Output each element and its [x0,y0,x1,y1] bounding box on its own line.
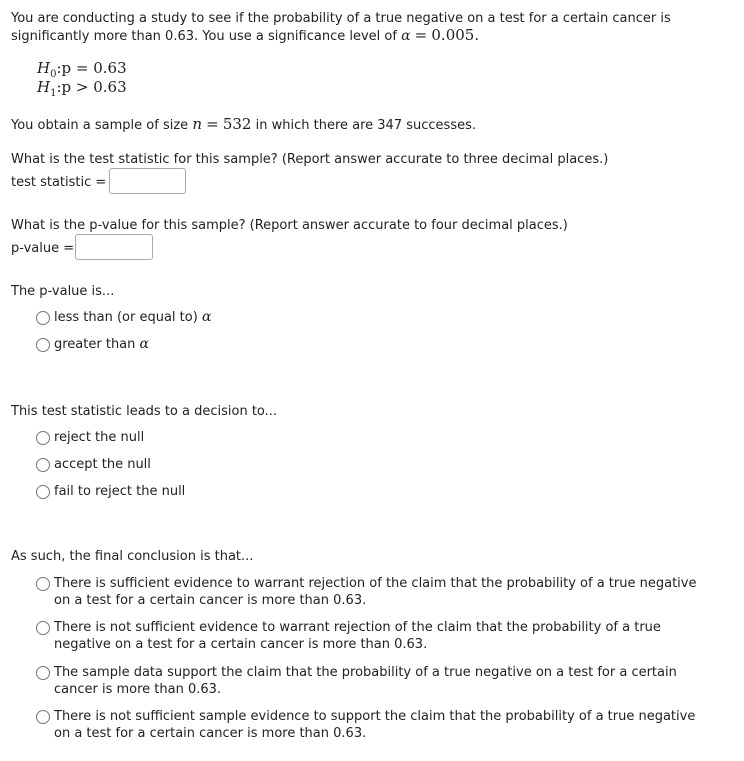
conclusion-option-4[interactable] [36,708,695,742]
intro-period: . [474,26,480,44]
option-reject-null[interactable] [36,429,144,446]
test-statistic-input[interactable] [109,168,186,194]
h0-symbol: H [37,59,51,77]
sample-info [11,116,476,134]
equals-sign: = [414,26,428,44]
option-label: greater than α [54,336,149,352]
intro-line-2 [11,27,479,45]
option-label: fail to reject the null [54,484,186,499]
h1-symbol: H [37,78,51,96]
intro-line-2-text: significantly more than 0.63. You use a significance level of [11,29,397,44]
p-value-label: p-value = [11,241,75,256]
n-value: 532 [222,115,252,133]
alpha-symbol: α [401,28,411,44]
radio-button[interactable] [36,666,50,680]
radio-button[interactable] [36,311,50,325]
sample-text-pre: You obtain a sample of size [11,118,189,133]
conclusion-prompt: As such, the final conclusion is that... [11,549,254,564]
radio-button[interactable] [36,431,50,445]
p-value-compare-prompt: The p-value is... [11,284,115,299]
p-value-question: What is the p-value for this sample? (Report answer accurate to four decimal places.) [11,218,568,233]
option-label: There is not sufficient sample evidence to support the claim that the probability of a true negative on a test for a certain cancer is more than 0.63. [54,709,696,741]
h0-subscript: 0 [50,69,57,80]
conclusion-option-3[interactable] [36,664,677,698]
option-label: There is sufficient evidence to warrant rejection of the claim that the probability of a true negative on a test for a certain cancer is more than 0.63. [54,576,697,608]
h1-statement: :p > 0.63 [56,78,127,96]
test-statistic-label: test statistic = [11,175,107,190]
option-label: There is not sufficient evidence to warrant rejection of the claim that the probability of a true negative on a test for a certain cancer is more than 0.63. [54,620,661,652]
sample-text-post: in which there are 347 successes. [255,118,476,133]
alternative-hypothesis [37,79,127,102]
conclusion-option-1[interactable] [36,575,696,609]
radio-button[interactable] [36,621,50,635]
intro-line-1: You are conducting a study to see if the probability of a true negative on a test for a certain cancer is [11,11,671,26]
option-label: The sample data support the claim that the probability of a true negative on a test for a certain cancer is more than 0.63. [54,665,677,697]
n-symbol: n [192,115,202,133]
radio-button[interactable] [36,710,50,724]
radio-button[interactable] [36,458,50,472]
option-label: accept the null [54,457,151,472]
radio-button[interactable] [36,577,50,591]
radio-button[interactable] [36,338,50,352]
option-accept-null[interactable] [36,456,151,473]
option-label: less than (or equal to) α [54,309,212,325]
test-statistic-question: What is the test statistic for this sample? (Report answer accurate to three decimal places.) [11,152,609,167]
option-greater-than-alpha[interactable] [36,336,149,353]
conclusion-option-2[interactable] [36,619,661,653]
alpha-value: 0.005 [431,26,475,44]
option-fail-to-reject-null[interactable] [36,483,185,500]
sample-equals: = [206,115,219,133]
h1-subscript: 1 [50,88,57,99]
option-less-than-alpha[interactable] [36,309,211,326]
p-value-input[interactable] [75,234,153,260]
decision-prompt: This test statistic leads to a decision to... [11,404,278,419]
option-label: reject the null [54,430,145,445]
radio-button[interactable] [36,485,50,499]
h0-statement: :p = 0.63 [56,59,127,77]
